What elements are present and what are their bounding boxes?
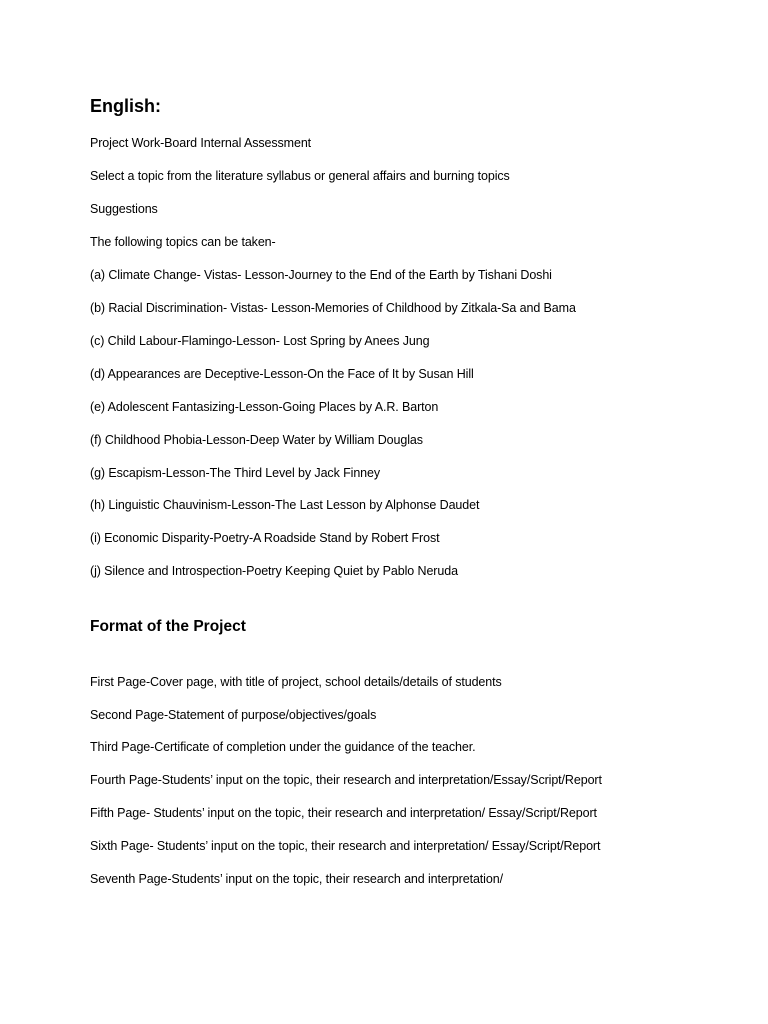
topic-item-h: (h) Linguistic Chauvinism-Lesson-The Last Lesson by Alphonse Daudet (90, 498, 480, 512)
format-item-seventh-page: Seventh Page-Students’ input on the topic, their research and interpretation/ (90, 872, 503, 886)
topic-item-a: (a) Climate Change- Vistas- Lesson-Journey to the End of the Earth by Tishani Doshi (90, 268, 552, 282)
topic-item-f: (f) Childhood Phobia-Lesson-Deep Water by William Douglas (90, 433, 423, 447)
topic-item-d: (d) Appearances are Deceptive-Lesson-On the Face of It by Susan Hill (90, 367, 474, 381)
topic-item-e: (e) Adolescent Fantasizing-Lesson-Going Places by A.R. Barton (90, 400, 439, 414)
format-item-second-page: Second Page-Statement of purpose/objectives/goals (90, 708, 377, 722)
intro-line-select-topic: Select a topic from the literature syllabus or general affairs and burning topics (90, 169, 510, 183)
topic-item-b: (b) Racial Discrimination- Vistas- Lesson-Memories of Childhood by Zitkala-Sa and Bama (90, 301, 576, 315)
topic-item-j: (j) Silence and Introspection-Poetry Keeping Quiet by Pablo Neruda (90, 564, 458, 578)
intro-line-topics-lead: The following topics can be taken- (90, 235, 276, 249)
format-item-fourth-page: Fourth Page-Students’ input on the topic, their research and interpretation/Essay/Script/Report (90, 773, 602, 787)
format-item-third-page: Third Page-Certificate of completion under the guidance of the teacher. (90, 740, 476, 754)
topic-item-c: (c) Child Labour-Flamingo-Lesson- Lost Spring by Anees Jung (90, 334, 430, 348)
format-item-fifth-page: Fifth Page- Students’ input on the topic, their research and interpretation/ Essay/Script/Report (90, 806, 597, 820)
format-item-sixth-page: Sixth Page- Students’ input on the topic, their research and interpretation/ Essay/Script/Report (90, 839, 601, 853)
format-item-first-page: First Page-Cover page, with title of project, school details/details of students (90, 675, 502, 689)
page-title: English: (90, 96, 161, 116)
topic-item-g: (g) Escapism-Lesson-The Third Level by Jack Finney (90, 466, 381, 480)
format-heading: Format of the Project (90, 618, 246, 635)
topic-item-i: (i) Economic Disparity-Poetry-A Roadside Stand by Robert Frost (90, 531, 440, 545)
intro-line-suggestions: Suggestions (90, 202, 158, 216)
intro-line-project-work: Project Work-Board Internal Assessment (90, 136, 312, 150)
